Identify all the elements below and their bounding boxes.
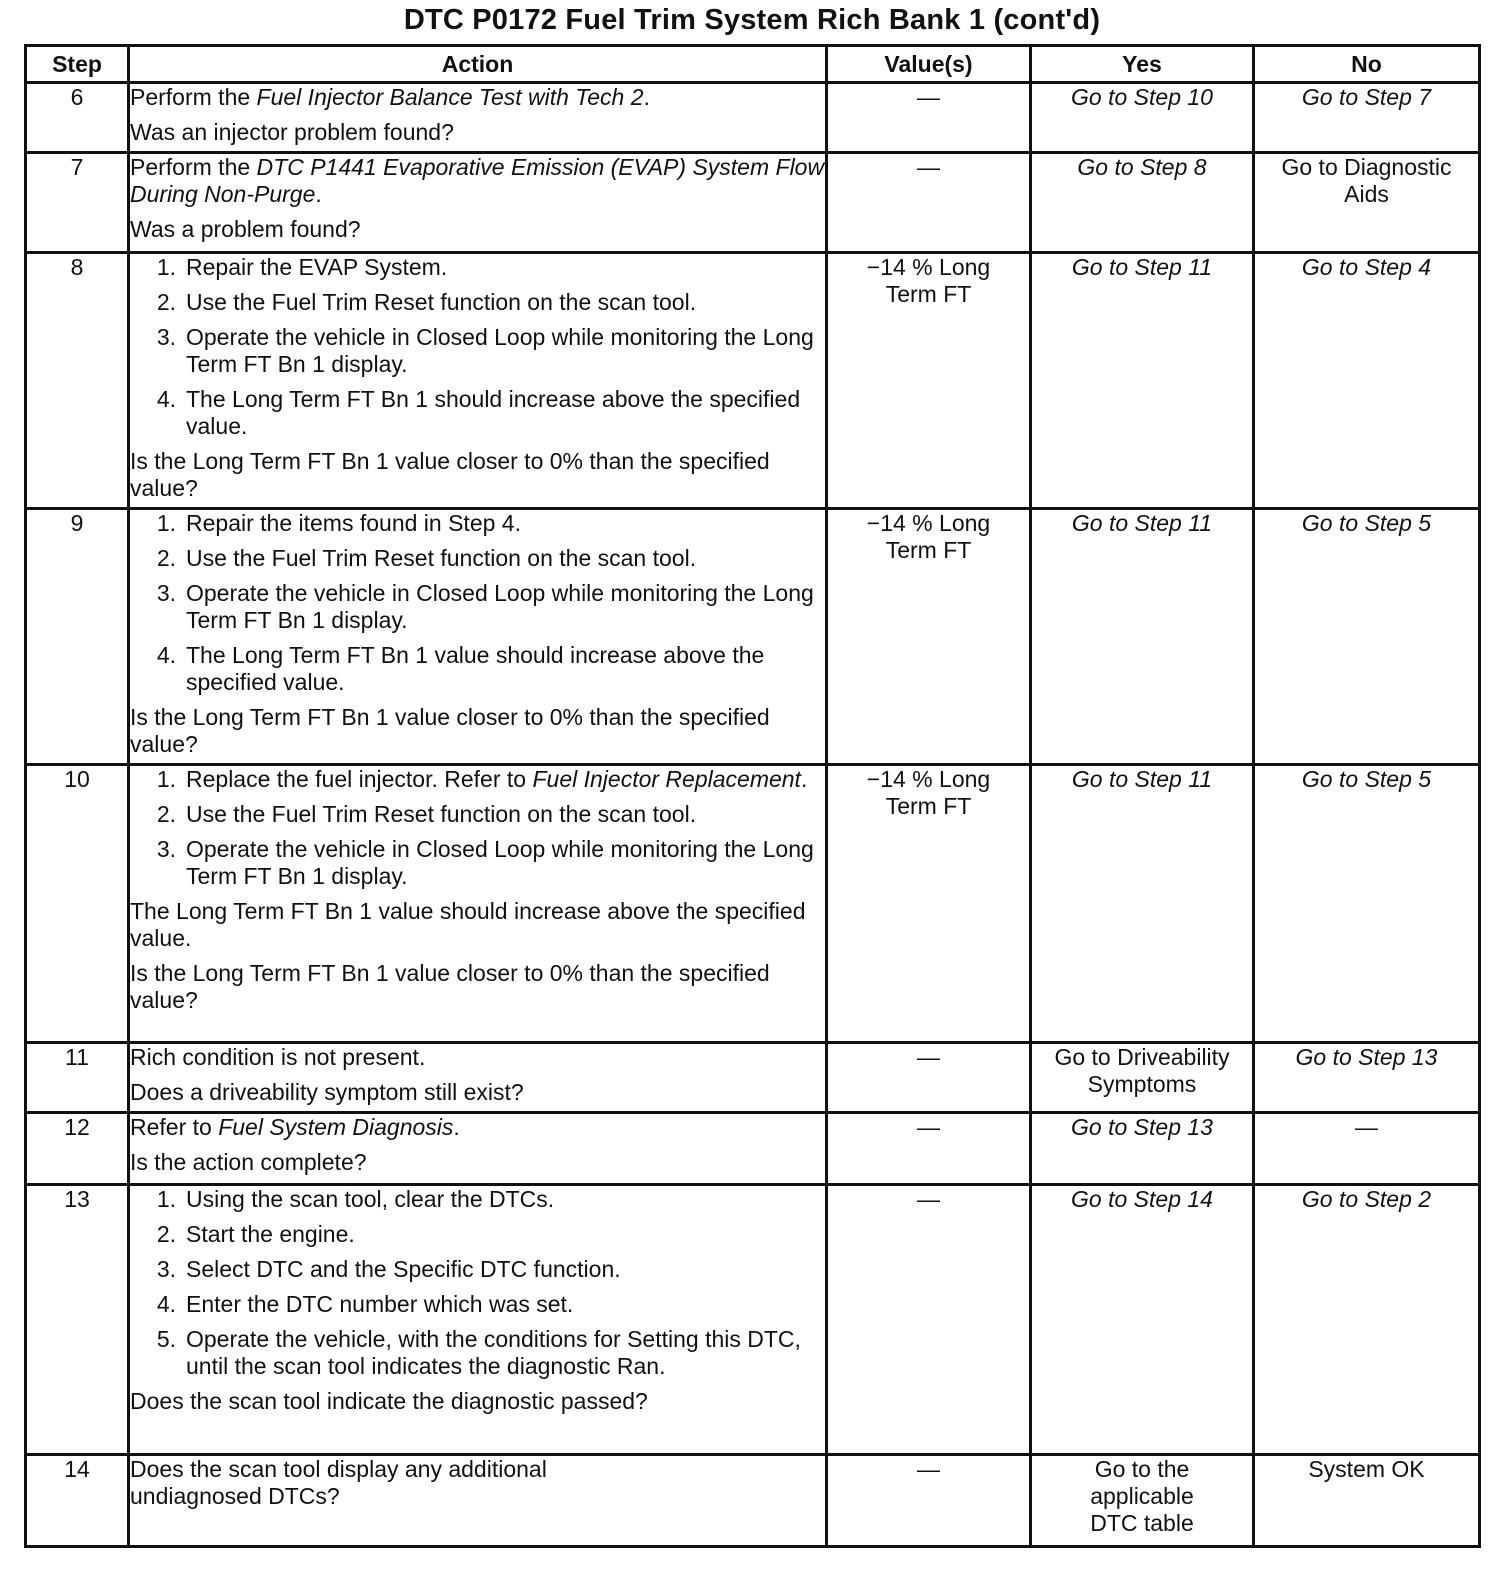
yes-cell: Go to Step 11	[1031, 253, 1254, 509]
yes-cell: Go to Step 14	[1031, 1185, 1254, 1455]
action-cell	[129, 83, 827, 153]
action-cell	[129, 1043, 827, 1113]
action-steps	[130, 1186, 825, 1380]
step-number: 12	[26, 1113, 129, 1185]
table-row	[26, 765, 1480, 1043]
list-item: 1. Repair the items found in Step 4.	[156, 510, 521, 536]
table-row	[26, 509, 1480, 765]
value-cell: −14 % Long Term FT	[827, 509, 1031, 765]
table-row	[26, 1043, 1480, 1113]
no-cell: Go to Step 4	[1254, 253, 1480, 509]
yes-cell: Go to Step 11	[1031, 509, 1254, 765]
list-item: 3. Operate the vehicle in Closed Loop while monitoring the Long Term FT Bn 1 display.	[156, 836, 814, 889]
action-cell	[129, 765, 827, 1043]
action-cell	[129, 253, 827, 509]
table-row	[26, 1455, 1480, 1547]
value-cell: −14 % Long Term FT	[827, 253, 1031, 509]
list-item: 2. Use the Fuel Trim Reset function on the scan tool.	[156, 289, 697, 315]
no-cell: Go to Diagnostic Aids	[1254, 153, 1480, 253]
value-cell: —	[827, 1043, 1031, 1113]
table-row	[26, 1185, 1480, 1455]
value-cell: —	[827, 153, 1031, 253]
table-row	[26, 253, 1480, 509]
table-row	[26, 1113, 1480, 1185]
no-cell: Go to Step 5	[1254, 765, 1480, 1043]
list-item: 2. Use the Fuel Trim Reset function on the scan tool.	[156, 801, 697, 827]
action-question: Is the Long Term FT Bn 1 value closer to 0% than the specified value?	[130, 960, 770, 1013]
list-item: 3. Operate the vehicle in Closed Loop while monitoring the Long Term FT Bn 1 display.	[156, 580, 814, 633]
action-question: Is the Long Term FT Bn 1 value closer to 0% than the specified value?	[130, 448, 770, 501]
list-item: 5. Operate the vehicle, with the conditions for Setting this DTC, until the scan tool indicates the diagnostic Ran.	[156, 1326, 801, 1379]
action-cell	[129, 1113, 827, 1185]
no-cell: Go to Step 13	[1254, 1043, 1480, 1113]
header-action: Action	[129, 46, 827, 83]
header-no: No	[1254, 46, 1480, 83]
list-item: 3. Select DTC and the Specific DTC function.	[156, 1256, 621, 1282]
no-cell: Go to Step 2	[1254, 1185, 1480, 1455]
action-question: Was a problem found?	[130, 216, 361, 242]
yes-cell: Go to Step 11	[1031, 765, 1254, 1043]
yes-cell: Go to Step 8	[1031, 153, 1254, 253]
value-cell: —	[827, 83, 1031, 153]
action-steps	[130, 766, 825, 890]
action-cell	[129, 1185, 827, 1455]
no-cell: Go to Step 5	[1254, 509, 1480, 765]
action-note: The Long Term FT Bn 1 value should increase above the specified value.	[130, 898, 806, 951]
list-item: 3. Operate the vehicle in Closed Loop while monitoring the Long Term FT Bn 1 display.	[156, 324, 814, 377]
diagnostic-table	[24, 44, 1481, 1548]
step-number: 6	[26, 83, 129, 153]
value-cell: −14 % Long Term FT	[827, 765, 1031, 1043]
list-item: 2. Use the Fuel Trim Reset function on the scan tool.	[156, 545, 697, 571]
step-number: 8	[26, 253, 129, 509]
step-number: 10	[26, 765, 129, 1043]
action-intro: Perform the DTC P1441 Evaporative Emission (EVAP) System Flow During Non-Purge.	[130, 154, 825, 207]
action-question: Does a driveability symptom still exist?	[130, 1079, 524, 1105]
no-cell: —	[1254, 1113, 1480, 1185]
page-title: DTC P0172 Fuel Trim System Rich Bank 1 (cont'd)	[403, 4, 1101, 36]
action-cell	[129, 509, 827, 765]
action-cell	[129, 153, 827, 253]
step-number: 14	[26, 1455, 129, 1547]
yes-cell: Go to Step 13	[1031, 1113, 1254, 1185]
action-steps	[130, 254, 825, 440]
list-item: 1. Repair the EVAP System.	[156, 254, 448, 280]
no-cell: System OK	[1254, 1455, 1480, 1547]
action-steps	[130, 510, 825, 696]
table-row	[26, 153, 1480, 253]
action-question: Does the scan tool indicate the diagnostic passed?	[130, 1388, 648, 1414]
no-cell: Go to Step 7	[1254, 83, 1480, 153]
action-question: Was an injector problem found?	[130, 119, 454, 145]
value-cell: —	[827, 1113, 1031, 1185]
header-value: Value(s)	[827, 46, 1031, 83]
list-item: 4. The Long Term FT Bn 1 should increase above the specified value.	[156, 386, 801, 439]
step-number: 7	[26, 153, 129, 253]
action-question: Is the action complete?	[130, 1149, 367, 1175]
action-intro: Perform the Fuel Injector Balance Test with Tech 2.	[130, 84, 650, 110]
yes-cell: Go to the applicable DTC table	[1031, 1455, 1254, 1547]
list-item: 1. Replace the fuel injector. Refer to Fuel Injector Replacement.	[156, 766, 808, 792]
action-intro: Rich condition is not present.	[130, 1044, 426, 1070]
step-number: 13	[26, 1185, 129, 1455]
header-step: Step	[26, 46, 129, 83]
list-item: 4. Enter the DTC number which was set.	[156, 1291, 574, 1317]
action-intro: Refer to Fuel System Diagnosis.	[130, 1114, 460, 1140]
action-question: Is the Long Term FT Bn 1 value closer to 0% than the specified value?	[130, 704, 770, 757]
yes-cell: Go to Step 10	[1031, 83, 1254, 153]
list-item: 2. Start the engine.	[156, 1221, 355, 1247]
action-cell	[129, 1455, 827, 1547]
step-number: 11	[26, 1043, 129, 1113]
action-question: Does the scan tool display any additional undiagnosed DTCs?	[130, 1456, 547, 1509]
value-cell: —	[827, 1455, 1031, 1547]
list-item: 1. Using the scan tool, clear the DTCs.	[156, 1186, 555, 1212]
header-row	[26, 46, 1480, 83]
step-number: 9	[26, 509, 129, 765]
table-row	[26, 83, 1480, 153]
value-cell: —	[827, 1185, 1031, 1455]
list-item: 4. The Long Term FT Bn 1 value should increase above the specified value.	[156, 642, 765, 695]
yes-cell: Go to Driveability Symptoms	[1031, 1043, 1254, 1113]
header-yes: Yes	[1031, 46, 1254, 83]
